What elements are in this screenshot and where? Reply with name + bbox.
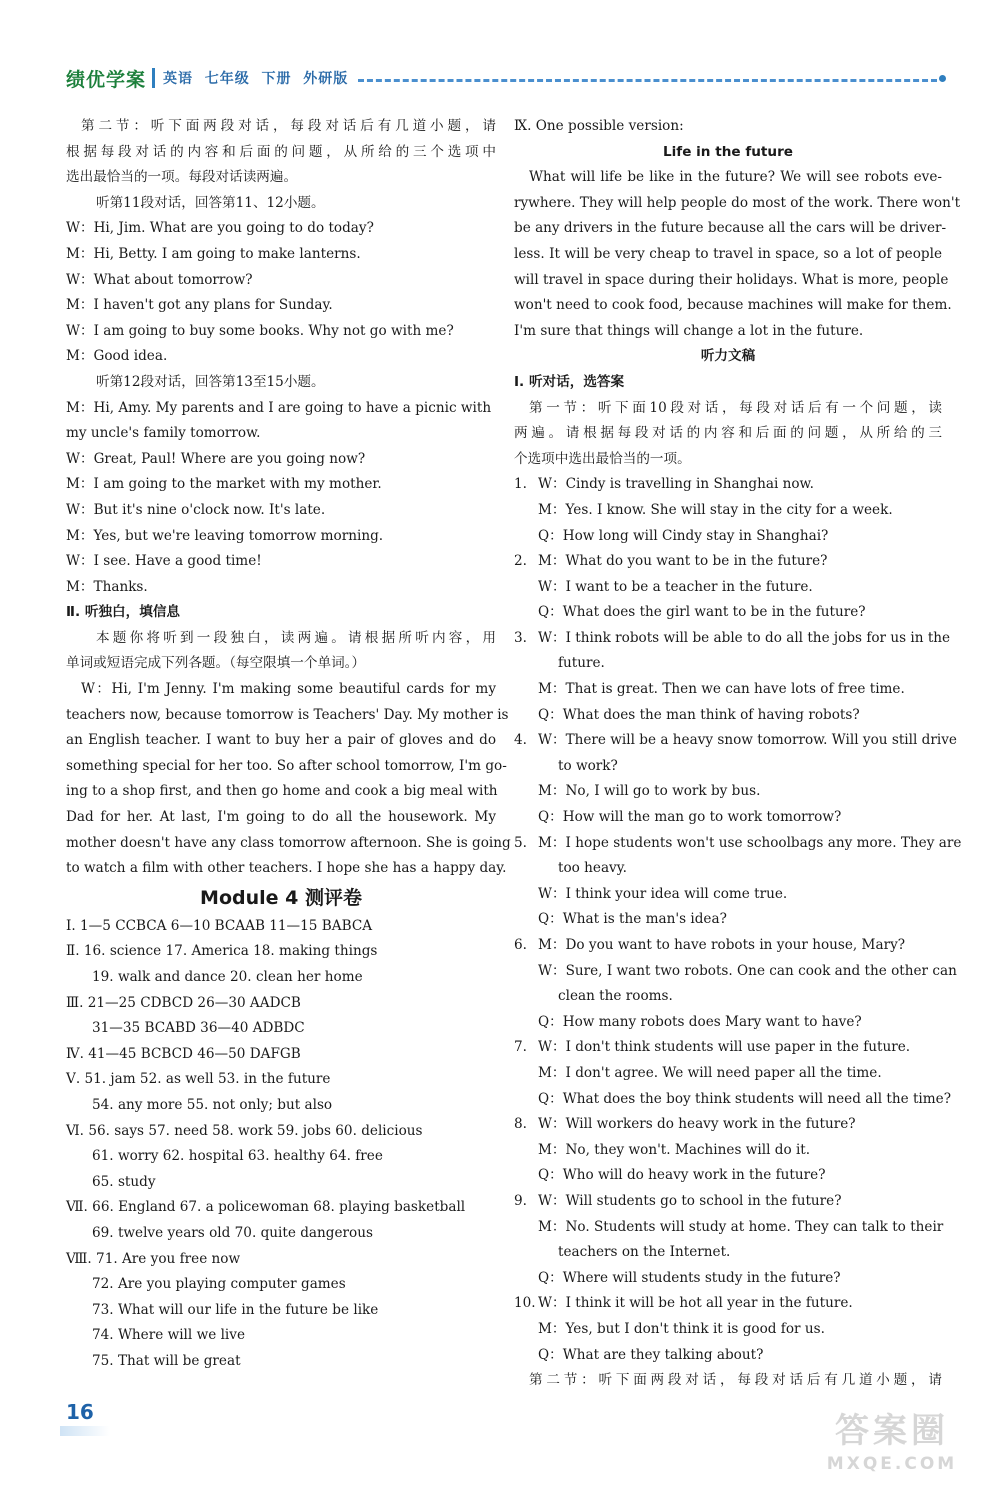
question-number: 7. bbox=[514, 1039, 527, 1056]
part-1-title: Ⅰ. 听对话，选答案 bbox=[514, 373, 625, 390]
dialogue-line: W：I am going to buy some books. Why not go with me? bbox=[66, 322, 454, 339]
dialogue-line: M：I am going to the market with my mother. bbox=[66, 476, 382, 493]
question-number: 1. bbox=[514, 476, 527, 493]
transcript-line bbox=[514, 575, 942, 601]
question-number: 9. bbox=[514, 1192, 527, 1209]
watermark-logo: 答案圈 bbox=[835, 1411, 949, 1451]
monologue-line: W：Hi, I'm Jenny. I'm making some beautiful cards for my bbox=[81, 681, 496, 698]
book-subtitle: 英语 七年级 下册 外研版 bbox=[163, 71, 349, 87]
transcript-text: Q：How long will Cindy stay in Shanghai? bbox=[538, 527, 829, 544]
answer-row-continued: 65. study bbox=[92, 1173, 156, 1190]
answer-row-continued: 19. walk and dance 20. clean her home bbox=[92, 969, 363, 985]
transcript-line-continued: clean the rooms. bbox=[558, 988, 673, 1005]
module-title: Module 4 测评卷 bbox=[200, 886, 362, 909]
transcript-line-continued: to work? bbox=[558, 757, 618, 774]
transcript-text: Q：How many robots does Mary want to have? bbox=[538, 1013, 862, 1030]
essay-line: less. It will be very cheap to travel in space, so a lot of people bbox=[514, 245, 942, 262]
transcript-text: M：What do you want to be in the future? bbox=[538, 553, 828, 570]
right-column bbox=[514, 114, 962, 1394]
dialogue-line: W：Great, Paul! Where are you going now? bbox=[66, 450, 366, 467]
transcript-text: W：Cindy is travelling in Shanghai now. bbox=[538, 476, 814, 493]
transcript-text: M：No, they won't. Machines will do it. bbox=[538, 1141, 811, 1158]
brand-divider bbox=[152, 68, 155, 88]
transcript-text: W：I think your idea will come true. bbox=[538, 885, 788, 902]
part-1-instruction: 个选项中选出最恰当的一项。 bbox=[514, 450, 691, 467]
transcript-text: W：Will workers do heavy work in the future? bbox=[538, 1116, 856, 1133]
transcript-line bbox=[514, 805, 942, 831]
transcript-text: M：No, I will go to work by bus. bbox=[538, 783, 761, 800]
transcript-line bbox=[514, 1035, 942, 1061]
answer-row: Ⅵ. 56. says 57. need 58. work 59. jobs 60. delicious bbox=[66, 1122, 423, 1139]
transcript-line bbox=[514, 1112, 942, 1138]
answer-key bbox=[66, 914, 496, 1375]
answer-row: Ⅲ. 21—25 CDBCD 26—30 AADCB bbox=[66, 994, 301, 1011]
watermark bbox=[802, 1410, 982, 1484]
answer-row: Ⅴ. 51. jam 52. as well 53. in the future bbox=[66, 1071, 331, 1088]
transcript-line bbox=[514, 600, 942, 626]
transcript-line-continued: too heavy. bbox=[558, 860, 627, 877]
dialogue-line-continued: my uncle's family tomorrow. bbox=[66, 425, 261, 442]
intro-line: 选出最恰当的一项。每段对话读两遍。 bbox=[66, 169, 298, 186]
transcript-line-continued: future. bbox=[558, 655, 605, 672]
transcript-line bbox=[514, 1189, 942, 1215]
essay-line: rywhere. They will help people do most of the work. There won't bbox=[514, 194, 961, 211]
transcript-text: M：That is great. Then we can have lots of free time. bbox=[538, 681, 905, 698]
answer-row-continued: 54. any more 55. not only; but also bbox=[92, 1096, 333, 1113]
transcript-line bbox=[514, 1343, 942, 1369]
part-1-instruction: 两遍。请根据每段对话的内容和后面的问题，从所给的三 bbox=[514, 425, 942, 442]
transcript-text: W：There will be a heavy snow tomorrow. Will you still drive bbox=[538, 732, 957, 749]
transcript-line bbox=[514, 703, 942, 729]
left-column bbox=[66, 114, 511, 1375]
monologue-line: mother doesn't have any class tomorrow afternoon. She is going bbox=[66, 834, 511, 851]
answer-row-continued: 61. worry 62. hospital 63. healthy 64. free bbox=[92, 1148, 383, 1165]
transcript-line-continued: teachers on the Internet. bbox=[558, 1244, 731, 1261]
question-number: 5. bbox=[514, 834, 527, 851]
transcript-text: M：I hope students won't use schoolbags any more. They are bbox=[538, 834, 962, 851]
answer-row: Ⅶ. 66. England 67. a policewoman 68. playing basketball bbox=[66, 1199, 466, 1216]
transcript-line bbox=[514, 831, 962, 857]
essay-line: What will life be like in the future? We will see robots eve- bbox=[529, 169, 942, 186]
dialogue-line: M：I haven't got any plans for Sunday. bbox=[66, 297, 333, 314]
transcript-line bbox=[514, 882, 942, 908]
question-number: 10. bbox=[514, 1295, 536, 1312]
transcript-text: M：No. Students will study at home. They can talk to their bbox=[538, 1218, 944, 1235]
dialogue-12-title: 听第12段对话，回答第13至15小题。 bbox=[96, 373, 325, 390]
transcript-text: M：Do you want to have robots in your house, Mary? bbox=[538, 937, 906, 953]
essay-line: I'm sure that things will change a lot in the future. bbox=[514, 322, 864, 339]
monologue-line: an English teacher. I want to buy her a pair of gloves and do bbox=[66, 732, 496, 749]
header-rule-dot bbox=[939, 75, 946, 82]
page-header bbox=[66, 62, 946, 94]
dialogue-line: W：I see. Have a good time! bbox=[66, 553, 262, 570]
monologue-line: Dad for her. At last, I'm going to do all the housework. My bbox=[66, 809, 496, 826]
transcript-line bbox=[514, 498, 942, 524]
dialogue-line: W：What about tomorrow? bbox=[66, 271, 253, 288]
intro-line: 第二节：听下面两段对话，每段对话后有几道小题，请 bbox=[81, 118, 496, 134]
transcript-line bbox=[514, 1061, 942, 1087]
watermark-url: MXQE.COM bbox=[826, 1454, 958, 1474]
transcript-text: W：I think it will be hot all year in the future. bbox=[538, 1295, 853, 1312]
transcript-text: W：Sure, I want two robots. One can cook and the other can bbox=[538, 962, 957, 979]
essay-line: be any drivers in the future because all the cars will be driver- bbox=[514, 220, 947, 237]
question-number: 8. bbox=[514, 1116, 527, 1133]
dialogue-list bbox=[514, 472, 962, 1368]
dialogue-12 bbox=[66, 396, 496, 601]
transcript-line bbox=[514, 959, 957, 985]
transcript-line bbox=[514, 1291, 942, 1317]
transcript-line bbox=[514, 1317, 942, 1343]
answer-row-continued: 69. twelve years old 70. quite dangerous bbox=[92, 1224, 373, 1241]
answer-row-continued: 73. What will our life in the future be like bbox=[92, 1301, 379, 1318]
dialogue-line: W：But it's nine o'clock now. It's late. bbox=[66, 501, 326, 518]
transcript-text: M：Yes, but I don't think it is good for us. bbox=[538, 1320, 825, 1337]
question-number: 2. bbox=[514, 553, 527, 570]
transcript-line bbox=[514, 1266, 942, 1292]
transcript-line bbox=[514, 1087, 951, 1113]
transcript-line bbox=[514, 1163, 942, 1189]
monologue bbox=[66, 677, 511, 882]
essay bbox=[514, 165, 961, 344]
transcript-line bbox=[514, 626, 951, 652]
transcript-title: 听力文稿 bbox=[700, 348, 756, 365]
transcript-text: Q：What are they talking about? bbox=[538, 1346, 764, 1363]
answer-row: Ⅱ. 16. science 17. America 18. making things bbox=[66, 943, 378, 960]
transcript-line bbox=[514, 933, 942, 959]
question-number: 3. bbox=[514, 629, 527, 646]
dialogue-line: M：Thanks. bbox=[66, 578, 148, 595]
monologue-line: to watch a film with other teachers. I hope she has a happy day. bbox=[66, 860, 507, 877]
transcript-line bbox=[514, 549, 942, 575]
part-2-instruction: 单词或短语完成下列各题。（每空限填一个单词。） bbox=[66, 655, 366, 672]
answer-row: Ⅷ. 71. Are you free now bbox=[66, 1250, 241, 1267]
dialogue-line: M：Hi, Amy. My parents and I are going to have a picnic with bbox=[66, 399, 492, 416]
question-number: 6. bbox=[514, 937, 527, 953]
transcript-text: M：Yes. I know. She will stay in the city for a week. bbox=[538, 501, 893, 518]
transcript-text: M：I don't agree. We will need paper all the time. bbox=[538, 1064, 882, 1081]
essay-line: won't need to cook food, because machines will make for them. bbox=[514, 297, 952, 314]
transcript-line bbox=[514, 524, 942, 550]
transcript-text: W：I don't think students will use paper in the future. bbox=[538, 1039, 911, 1056]
transcript-text: W：I want to be a teacher in the future. bbox=[538, 578, 813, 595]
transcript-text: W：I think robots will be able to do all the jobs for us in the bbox=[538, 629, 951, 646]
essay-line: will travel in space during their holidays. What is more, people bbox=[514, 271, 949, 288]
transcript-line bbox=[514, 1010, 942, 1036]
part-2-instruction: 本题你将听到一段独白，读两遍。请根据所听内容，用 bbox=[96, 629, 496, 646]
dialogue-11-title: 听第11段对话，回答第11、12小题。 bbox=[96, 194, 325, 211]
transcript-text: Q：What does the girl want to be in the future? bbox=[538, 604, 866, 621]
transcript-line bbox=[514, 677, 942, 703]
dialogue-line: M：Good idea. bbox=[66, 348, 168, 365]
essay-title: Life in the future bbox=[662, 143, 794, 160]
transcript-line bbox=[514, 779, 942, 805]
answer-row-continued: 75. That will be great bbox=[92, 1352, 241, 1369]
answer-row-continued: 74. Where will we live bbox=[92, 1327, 245, 1344]
dialogue-line: M：Hi, Betty. I am going to make lanterns. bbox=[66, 245, 361, 262]
monologue-line: something special for her too. So after school tomorrow, I'm go- bbox=[66, 757, 507, 774]
transcript-line bbox=[514, 728, 957, 754]
dialogue-line: M：Yes, but we're leaving tomorrow morning. bbox=[66, 527, 384, 544]
answer-row-continued: 31—35 BCABD 36—40 ADBDC bbox=[92, 1020, 305, 1037]
dialogue-line: W：Hi, Jim. What are you going to do today? bbox=[66, 220, 374, 237]
dialogue-11 bbox=[66, 216, 496, 370]
monologue-line: ing to a shop first, and then go home and cook a big meal with bbox=[66, 783, 498, 800]
page-number: 16 bbox=[66, 1400, 94, 1424]
transcript-line bbox=[514, 1138, 942, 1164]
transcript-text: Q：What is the man's idea? bbox=[538, 911, 727, 928]
version-label: Ⅸ. One possible version: bbox=[514, 118, 684, 134]
transcript-text: W：Will students go to school in the future? bbox=[538, 1192, 842, 1209]
page-number-strip bbox=[60, 1426, 110, 1436]
monologue-line: teachers now, because tomorrow is Teachers' Day. My mother is bbox=[66, 706, 509, 723]
intro-line: 根据每段对话的内容和后面的问题，从所给的三个选项中 bbox=[66, 143, 496, 160]
answer-row: Ⅰ. 1—5 CCBCA 6—10 BCAAB 11—15 BABCA bbox=[66, 917, 373, 934]
transcript-text: Q：Where will students study in the future? bbox=[538, 1269, 841, 1286]
brand-title: 绩优学案 bbox=[66, 68, 147, 91]
answer-row: Ⅳ. 41—45 BCBCD 46—50 DAFGB bbox=[66, 1045, 301, 1062]
part-2-start: 第二节：听下面两段对话，每段对话后有几道小题，请 bbox=[529, 1372, 942, 1389]
transcript-line bbox=[514, 907, 942, 933]
header-dashed-rule bbox=[358, 79, 937, 82]
transcript-text: Q：What does the boy think students will need all the time? bbox=[538, 1090, 951, 1107]
transcript-text: Q：What does the man think of having robots? bbox=[538, 706, 860, 723]
part-1-instruction: 第一节：听下面10段对话，每段对话后有一个问题，读 bbox=[529, 399, 942, 416]
transcript-text: Q：How will the man go to work tomorrow? bbox=[538, 809, 842, 826]
part-2-title: Ⅱ. 听独白，填信息 bbox=[66, 604, 181, 621]
transcript-line bbox=[514, 1215, 942, 1241]
transcript-text: Q：Who will do heavy work in the future? bbox=[538, 1167, 826, 1184]
transcript-line bbox=[514, 472, 942, 498]
question-number: 4. bbox=[514, 732, 527, 749]
answer-row-continued: 72. Are you playing computer games bbox=[92, 1276, 346, 1293]
